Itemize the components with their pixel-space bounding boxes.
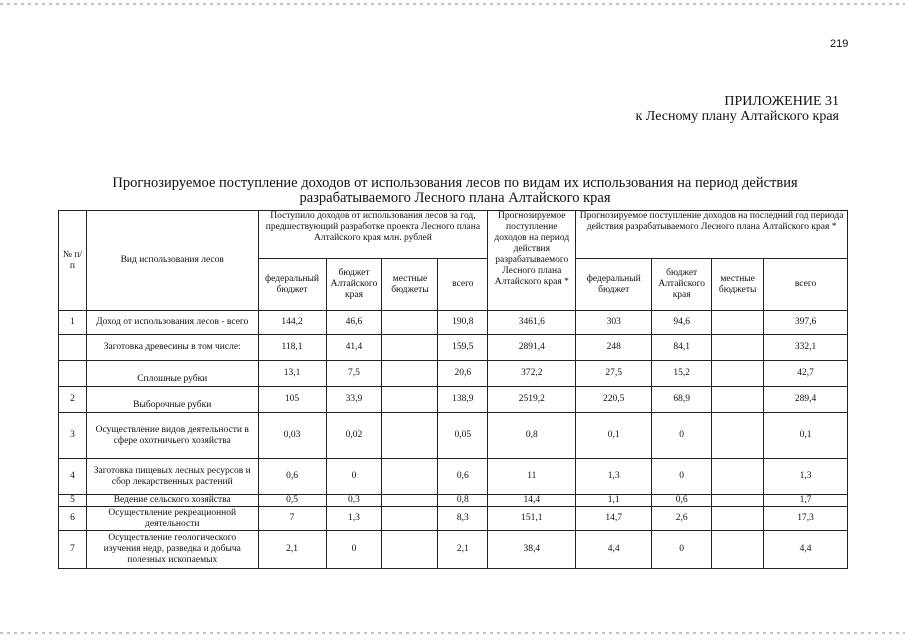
table-row: [59, 311, 848, 335]
cell-regional-2: 0: [652, 413, 712, 459]
row-num: 3: [59, 413, 87, 459]
cell-federal-1: 13,1: [258, 361, 326, 387]
row-name: Заготовка пищевых лесных ресурсов и сбор лекарственных растений: [86, 459, 258, 495]
cell-federal-1: 144,2: [258, 311, 326, 335]
cell-regional-2: 94,6: [652, 311, 712, 335]
header-total-2: всего: [764, 259, 848, 311]
table-row: [59, 361, 848, 387]
cell-total-2: 0,1: [764, 413, 848, 459]
cell-total-2: 42,7: [764, 361, 848, 387]
appendix-line-2: к Лесному плану Алтайского края: [635, 109, 839, 124]
table-row: [59, 459, 848, 495]
header-federal-1: федеральный бюджет: [258, 259, 326, 311]
cell-regional-1: 0,02: [326, 413, 382, 459]
header-regional-2: бюджет Алтайского края: [652, 259, 712, 311]
cell-local-1: [382, 335, 438, 361]
cell-federal-2: 1,1: [576, 495, 652, 507]
cell-regional-2: 15,2: [652, 361, 712, 387]
page-number: 219: [830, 38, 849, 50]
cell-local-1: [382, 531, 438, 569]
row-num: 5: [59, 495, 87, 507]
cell-local-1: [382, 507, 438, 531]
cell-federal-2: 0,1: [576, 413, 652, 459]
document-title: [80, 176, 830, 206]
cell-local-1: [382, 495, 438, 507]
row-name: Сплошные рубки: [86, 361, 258, 387]
cell-regional-1: 33,9: [326, 387, 382, 413]
row-name: Осуществление геологического изучения недр, разведка и добыча полезных ископаемых: [86, 531, 258, 569]
cell-total-1: 159,5: [438, 335, 488, 361]
cell-federal-1: 2,1: [258, 531, 326, 569]
header-total-1: всего: [438, 259, 488, 311]
cell-federal-2: 303: [576, 311, 652, 335]
cell-federal-1: 0,03: [258, 413, 326, 459]
cell-regional-1: 0: [326, 531, 382, 569]
header-federal-2: федеральный бюджет: [576, 259, 652, 311]
cell-total-1: 8,3: [438, 507, 488, 531]
table-row: [59, 507, 848, 531]
scan-artifact-bottom: [0, 632, 905, 634]
cell-federal-2: 27,5: [576, 361, 652, 387]
cell-local-1: [382, 413, 438, 459]
cell-local-2: [712, 507, 764, 531]
income-table: [58, 210, 848, 569]
table-row: [59, 495, 848, 507]
cell-local-1: [382, 459, 438, 495]
header-forecast-last-year: Прогнозируемое поступление доходов на последний год периода действия разрабатываемого Лесного плана Алтайского края *: [576, 211, 848, 259]
cell-local-2: [712, 361, 764, 387]
row-num: [59, 335, 87, 361]
cell-federal-2: 14,7: [576, 507, 652, 531]
cell-forecast: 38,4: [488, 531, 576, 569]
row-name: Выборочные рубки: [86, 387, 258, 413]
cell-local-2: [712, 495, 764, 507]
scan-artifact-top: [0, 3, 905, 5]
cell-federal-1: 105: [258, 387, 326, 413]
header-regional-1: бюджет Алтайского края: [326, 259, 382, 311]
cell-local-2: [712, 531, 764, 569]
header-forecast-period: Прогнозируемое поступление доходов на период действия разрабатываемого Лесного плана Алтайского края *: [488, 211, 576, 311]
cell-total-2: 1,3: [764, 459, 848, 495]
cell-forecast: 372,2: [488, 361, 576, 387]
cell-total-2: 397,6: [764, 311, 848, 335]
cell-regional-1: 1,3: [326, 507, 382, 531]
table-row: [59, 413, 848, 459]
cell-federal-2: 1,3: [576, 459, 652, 495]
cell-regional-1: 46,6: [326, 311, 382, 335]
row-num: 7: [59, 531, 87, 569]
cell-regional-2: 68,9: [652, 387, 712, 413]
header-local-2: местные бюджеты: [712, 259, 764, 311]
cell-total-2: 289,4: [764, 387, 848, 413]
cell-forecast: 11: [488, 459, 576, 495]
row-name: Осуществление видов деятельности в сфере охотничьего хозяйства: [86, 413, 258, 459]
cell-total-2: 4,4: [764, 531, 848, 569]
cell-local-2: [712, 335, 764, 361]
cell-total-1: 0,05: [438, 413, 488, 459]
row-name: Заготовка древесины в том числе:: [86, 335, 258, 361]
cell-regional-2: 0: [652, 531, 712, 569]
row-name: Доход от использования лесов - всего: [86, 311, 258, 335]
cell-forecast: 3461,6: [488, 311, 576, 335]
header-local-1: местные бюджеты: [382, 259, 438, 311]
cell-federal-2: 248: [576, 335, 652, 361]
table-row: [59, 531, 848, 569]
row-num: 6: [59, 507, 87, 531]
cell-local-2: [712, 387, 764, 413]
cell-local-1: [382, 311, 438, 335]
row-name: Осуществление рекреационной деятельности: [86, 507, 258, 531]
cell-total-1: 20,6: [438, 361, 488, 387]
cell-total-2: 17,3: [764, 507, 848, 531]
cell-federal-2: 4,4: [576, 531, 652, 569]
table-row: [59, 335, 848, 361]
cell-regional-1: 41,4: [326, 335, 382, 361]
cell-total-2: 1,7: [764, 495, 848, 507]
header-kind: Вид использования лесов: [86, 211, 258, 311]
cell-regional-1: 0: [326, 459, 382, 495]
cell-regional-2: 0,6: [652, 495, 712, 507]
cell-local-2: [712, 459, 764, 495]
cell-federal-1: 0,5: [258, 495, 326, 507]
title-line-1: Прогнозируемое поступление доходов от использования лесов по видам их использования на период действия: [112, 175, 798, 191]
row-num: 4: [59, 459, 87, 495]
cell-local-2: [712, 311, 764, 335]
title-line-2: разрабатываемого Лесного плана Алтайского края: [299, 190, 611, 206]
appendix-line-1: ПРИЛОЖЕНИЕ 31: [724, 94, 839, 109]
appendix-heading: [636, 94, 840, 124]
cell-forecast: 2891,4: [488, 335, 576, 361]
cell-regional-2: 0: [652, 459, 712, 495]
cell-federal-1: 0,6: [258, 459, 326, 495]
cell-forecast: 151,1: [488, 507, 576, 531]
cell-total-1: 138,9: [438, 387, 488, 413]
row-name: Ведение сельского хозяйства: [86, 495, 258, 507]
cell-total-1: 0,6: [438, 459, 488, 495]
row-num: 2: [59, 387, 87, 413]
cell-federal-1: 7: [258, 507, 326, 531]
cell-regional-1: 0,3: [326, 495, 382, 507]
cell-regional-2: 2,6: [652, 507, 712, 531]
cell-forecast: 14,4: [488, 495, 576, 507]
cell-local-1: [382, 387, 438, 413]
cell-local-1: [382, 361, 438, 387]
cell-total-1: 190,8: [438, 311, 488, 335]
cell-total-2: 332,1: [764, 335, 848, 361]
row-num: 1: [59, 311, 87, 335]
cell-federal-1: 118,1: [258, 335, 326, 361]
cell-federal-2: 220,5: [576, 387, 652, 413]
header-num: № п/п: [59, 211, 87, 311]
cell-regional-2: 84,1: [652, 335, 712, 361]
row-num: [59, 361, 87, 387]
cell-total-1: 2,1: [438, 531, 488, 569]
cell-regional-1: 7,5: [326, 361, 382, 387]
cell-forecast: 0,8: [488, 413, 576, 459]
cell-forecast: 2519,2: [488, 387, 576, 413]
table-row: [59, 387, 848, 413]
header-prev-year-income: Поступило доходов от использования лесов за год, предшествующий разработке проекта Лесного плана Алтайского края млн. рублей: [258, 211, 488, 259]
cell-local-2: [712, 413, 764, 459]
cell-total-1: 0,8: [438, 495, 488, 507]
